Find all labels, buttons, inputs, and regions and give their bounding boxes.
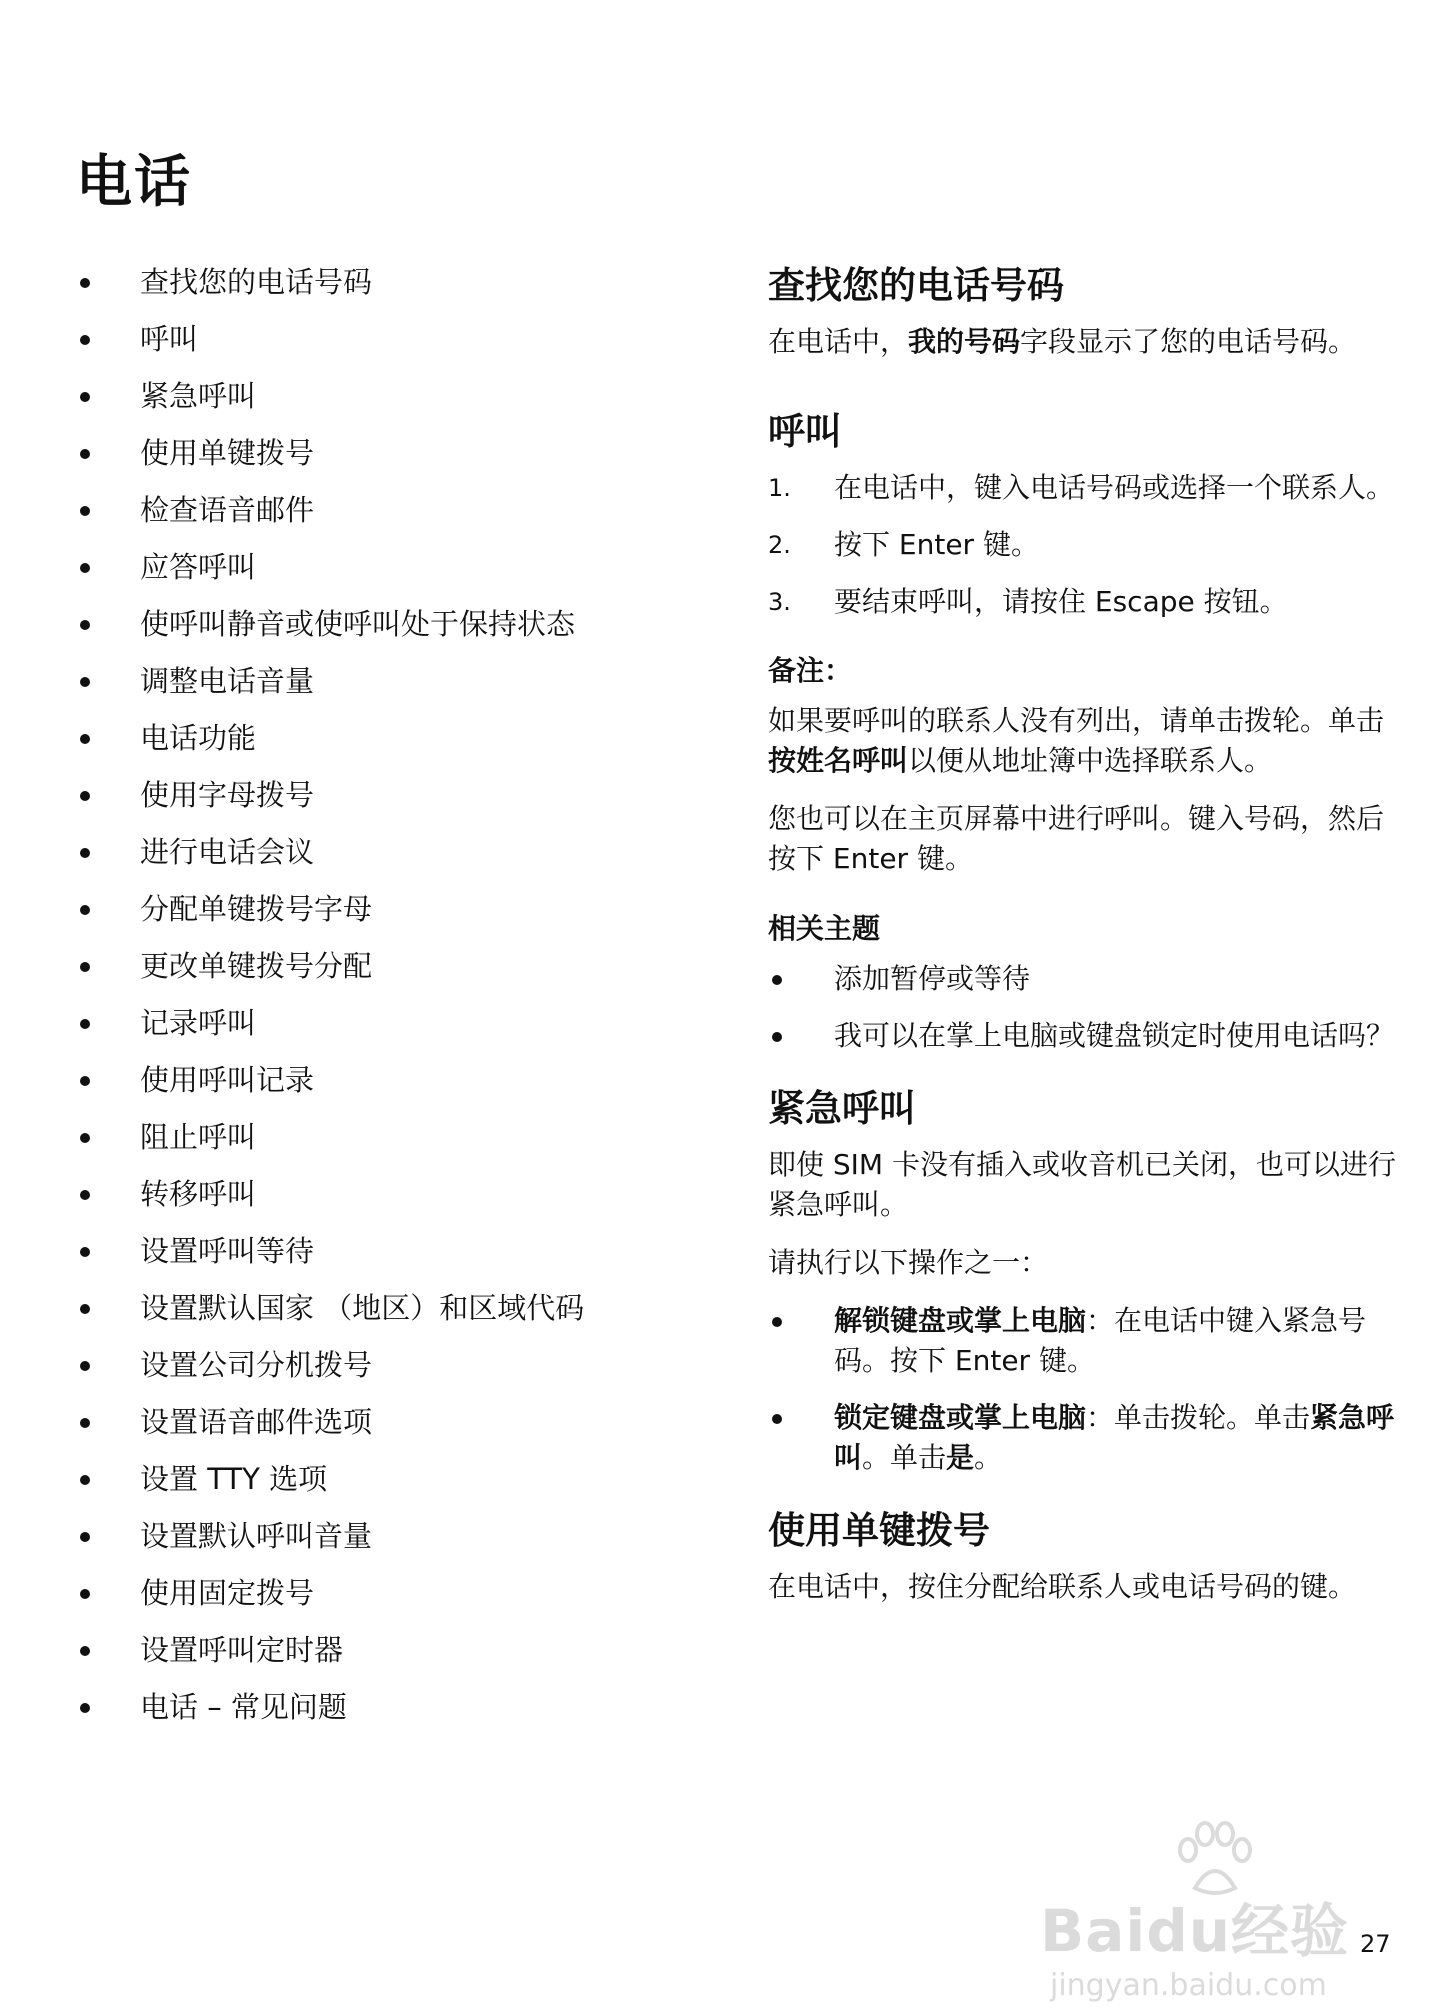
ui-term: 解锁键盘或掌上电脑 xyxy=(834,1304,1087,1337)
related-topic-item: 我可以在掌上电脑或键盘锁定时使用电话吗？ xyxy=(768,1016,1396,1056)
step-text: 在电话中，键入电话号码或选择一个联系人。 xyxy=(834,471,1395,504)
step-item xyxy=(768,468,1396,508)
topic-item: 电话 – 常见问题 xyxy=(78,1683,698,1740)
topic-item: 调整电话音量 xyxy=(78,657,698,714)
section-heading: 呼叫 xyxy=(768,410,842,453)
baidu-watermark xyxy=(1040,1820,1380,2010)
text-run: 在电话中， xyxy=(768,325,909,358)
paragraph: 请执行以下操作之一： xyxy=(768,1246,1049,1279)
text-run: ：在电话中键入紧急号码。按下 Enter 键。 xyxy=(834,1304,1367,1377)
step-number: 1. xyxy=(768,474,791,502)
paragraph: 即使 SIM 卡没有插入或收音机已关闭，也可以进行紧急呼叫。 xyxy=(768,1148,1396,1221)
text-run: 。单击 xyxy=(862,1441,947,1474)
ui-term: 紧急呼叫 xyxy=(834,1401,1395,1474)
note-paragraph xyxy=(768,701,1396,781)
option-list xyxy=(768,1301,1396,1478)
option-item xyxy=(768,1301,1396,1381)
topic-item: 使呼叫静音或使呼叫处于保持状态 xyxy=(78,600,698,657)
topic-item: 记录呼叫 xyxy=(78,999,698,1056)
related-topics-list xyxy=(768,959,1396,1056)
topic-item: 使用固定拨号 xyxy=(78,1569,698,1626)
watermark-brand: Baidu经验 xyxy=(1040,1897,1350,1965)
note-label: 备注： xyxy=(768,654,853,687)
section-heading: 使用单键拨号 xyxy=(768,1509,990,1552)
content-column xyxy=(768,262,1396,1625)
paragraph: 在电话中，按住分配给联系人或电话号码的键。 xyxy=(768,1570,1357,1603)
topic-item: 使用字母拨号 xyxy=(78,771,698,828)
topic-item: 转移呼叫 xyxy=(78,1170,698,1227)
section-heading: 查找您的电话号码 xyxy=(768,264,1064,307)
topic-item: 应答呼叫 xyxy=(78,543,698,600)
step-item xyxy=(768,525,1396,565)
topic-list xyxy=(78,258,698,1740)
topic-item: 呼叫 xyxy=(78,315,698,372)
topic-item: 更改单键拨号分配 xyxy=(78,942,698,999)
page-title: 电话 xyxy=(76,150,192,215)
topic-item: 使用呼叫记录 xyxy=(78,1056,698,1113)
ui-term: 是 xyxy=(946,1441,975,1474)
topic-item: 设置默认呼叫音量 xyxy=(78,1512,698,1569)
step-number: 3. xyxy=(768,588,791,616)
topic-item: 设置呼叫定时器 xyxy=(78,1626,698,1683)
step-list xyxy=(768,468,1396,622)
option-item xyxy=(768,1398,1396,1478)
text-run: 字段显示了您的电话号码。 xyxy=(1020,325,1357,358)
ui-term: 按姓名呼叫 xyxy=(768,744,909,777)
watermark-url: jingyan.baidu.com xyxy=(1050,1968,1327,2003)
text-run: ：单击拨轮。单击 xyxy=(1086,1401,1311,1434)
topic-item: 设置呼叫等待 xyxy=(78,1227,698,1284)
topic-item: 设置 TTY 选项 xyxy=(78,1455,698,1512)
section-speed-dial xyxy=(768,1507,1396,1607)
paragraph: 您也可以在主页屏幕中进行呼叫。键入号码，然后按下 Enter 键。 xyxy=(768,802,1385,875)
topic-item: 紧急呼叫 xyxy=(78,372,698,429)
topic-item: 使用单键拨号 xyxy=(78,429,698,486)
text-run: 。 xyxy=(974,1441,1003,1474)
step-text: 要结束呼叫，请按住 Escape 按钮。 xyxy=(834,585,1288,618)
step-number: 2. xyxy=(768,531,791,559)
topic-item: 电话功能 xyxy=(78,714,698,771)
section-find-number xyxy=(768,262,1396,362)
related-topics-label: 相关主题 xyxy=(768,912,881,945)
section-call xyxy=(768,408,1396,1056)
topic-item: 设置公司分机拨号 xyxy=(78,1341,698,1398)
topic-item: 查找您的电话号码 xyxy=(78,258,698,315)
text-run: 如果要呼叫的联系人没有列出，请单击拨轮。单击 xyxy=(768,704,1385,737)
ui-term: 锁定键盘或掌上电脑 xyxy=(834,1401,1087,1434)
topic-item: 阻止呼叫 xyxy=(78,1113,698,1170)
ui-term: 我的号码 xyxy=(908,325,1021,358)
topic-item: 进行电话会议 xyxy=(78,828,698,885)
section-emergency-call xyxy=(768,1085,1396,1478)
related-topic-item: 添加暂停或等待 xyxy=(768,959,1396,999)
topic-item: 设置默认国家 （地区）和区域代码 xyxy=(78,1284,698,1341)
step-item xyxy=(768,582,1396,622)
section-heading: 紧急呼叫 xyxy=(768,1087,916,1130)
topic-item: 检查语音邮件 xyxy=(78,486,698,543)
topic-item: 设置语音邮件选项 xyxy=(78,1398,698,1455)
text-run: 以便从地址簿中选择联系人。 xyxy=(908,744,1273,777)
paragraph xyxy=(768,322,1396,362)
page-number: 27 xyxy=(1360,1930,1391,1958)
topic-item: 分配单键拨号字母 xyxy=(78,885,698,942)
step-text: 按下 Enter 键。 xyxy=(834,528,1039,561)
